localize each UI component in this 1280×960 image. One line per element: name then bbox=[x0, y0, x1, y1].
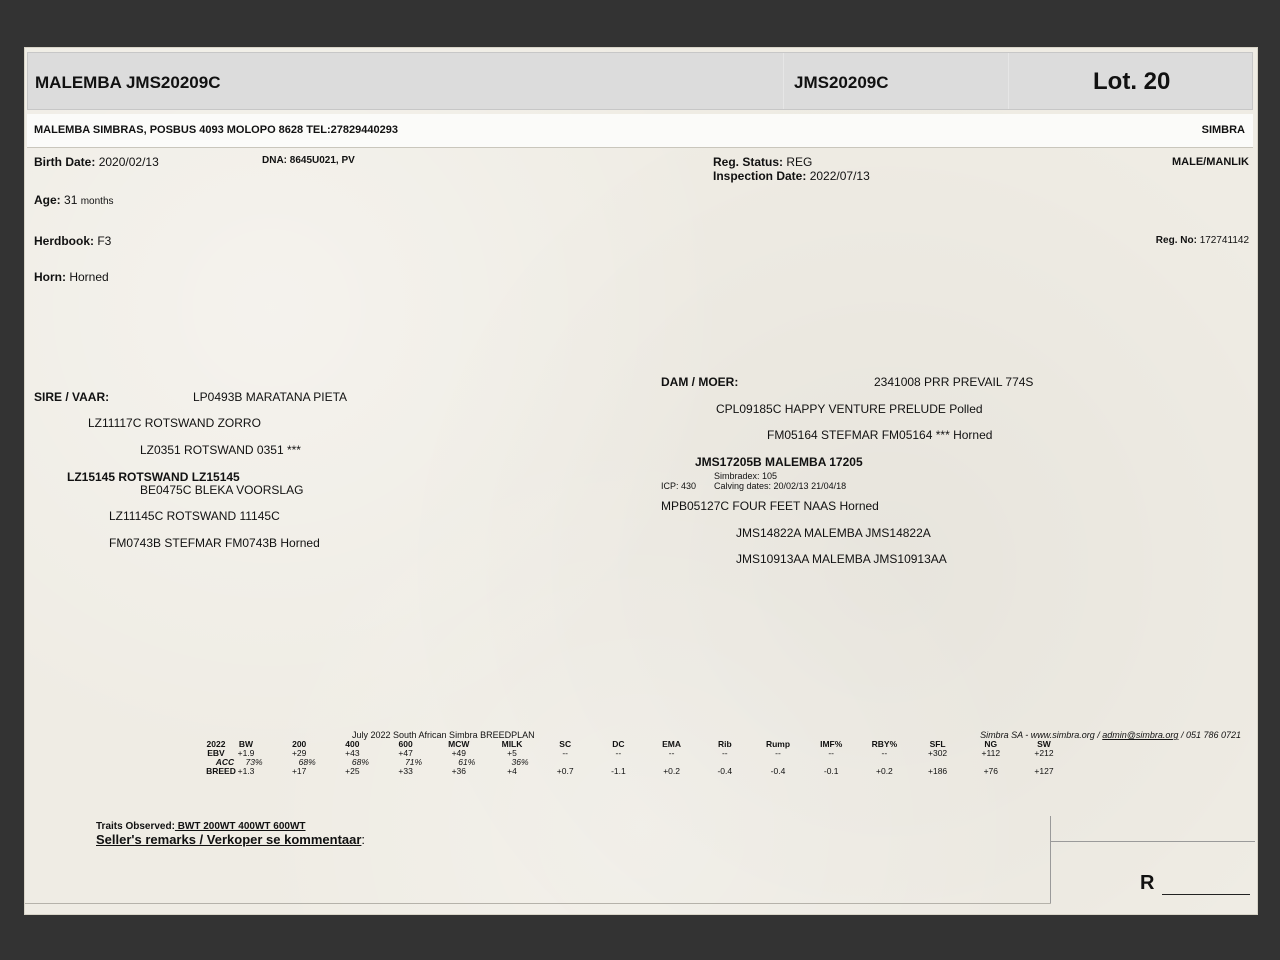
dam-sire-sire: FM05164 STEFMAR FM05164 *** Horned bbox=[767, 428, 993, 442]
ebv-h-sw: SW bbox=[1037, 739, 1051, 749]
sire-dam: LZ15145 ROTSWAND LZ15145 bbox=[67, 470, 240, 484]
dam-dam: MPB05127C FOUR FEET NAAS Horned bbox=[661, 499, 879, 513]
ebv-h-600: 600 bbox=[398, 739, 413, 749]
birth-date bbox=[34, 155, 159, 169]
ebv-breed-sw: +127 bbox=[1034, 766, 1054, 776]
source-suffix: / 051 786 0721 bbox=[1178, 730, 1241, 740]
owner-line: MALEMBA SIMBRAS, POSBUS 4093 MOLOPO 8628 TEL:27829440293 bbox=[34, 124, 398, 136]
ebv-breed-rump: -0.4 bbox=[770, 766, 786, 776]
ebv-h-imf: IMF% bbox=[820, 739, 843, 749]
price-box-left-border bbox=[1050, 816, 1051, 903]
herdbook-label: Herdbook: bbox=[34, 234, 94, 248]
reg-status bbox=[713, 155, 812, 169]
dam-sire: CPL09185C HAPPY VENTURE PRELUDE Polled bbox=[716, 402, 983, 416]
row-label-year: 2022 bbox=[206, 739, 226, 749]
dam-calving-dates: Calving dates: 20/02/13 21/04/18 bbox=[714, 481, 847, 491]
age-unit: months bbox=[80, 196, 114, 207]
header-name-cell bbox=[28, 53, 783, 109]
sire-sire-dam: BE0475C BLEKA VOORSLAG bbox=[140, 483, 304, 497]
ebv-breed-rby: +0.2 bbox=[876, 766, 893, 776]
ebv-h-rib: Rib bbox=[717, 739, 732, 749]
traits-label: Traits Observed: bbox=[96, 821, 175, 832]
ebv-acc-400: 68% bbox=[351, 757, 369, 767]
reg-no bbox=[1156, 235, 1249, 246]
ebv-h-milk: MILK bbox=[501, 739, 523, 749]
dam-dam-sire: JMS14822A MALEMBA JMS14822A bbox=[736, 526, 931, 540]
sire-label: SIRE / VAAR: bbox=[34, 390, 110, 404]
ebv-ebv-sc: -- bbox=[562, 748, 569, 758]
remarks-box-bottom-border bbox=[25, 903, 1051, 904]
ebv-ebv-mcw: +49 bbox=[451, 748, 466, 758]
sire-sire: LZ11117C ROTSWAND ZORRO bbox=[88, 416, 261, 430]
ebv-acc-200: 68% bbox=[298, 757, 316, 767]
source-prefix: Simbra SA - www.simbra.org / bbox=[980, 730, 1103, 740]
ebv-ebv-ema: -- bbox=[668, 748, 675, 758]
remarks-colon: : bbox=[361, 832, 366, 847]
reg-no-label: Reg. No: bbox=[1155, 235, 1197, 246]
ebv-ebv-600: +47 bbox=[398, 748, 413, 758]
sire-dam-sire: LZ11145C ROTSWAND 11145C bbox=[109, 509, 280, 523]
ebv-h-ema: EMA bbox=[662, 739, 682, 749]
animal-code: JMS20209C bbox=[794, 73, 889, 92]
lot-number: Lot. 20 bbox=[1093, 68, 1171, 95]
inspection-date bbox=[713, 169, 870, 183]
ebv-h-400: 400 bbox=[345, 739, 360, 749]
dam-top: 2341008 PRR PREVAIL 774S bbox=[874, 375, 1034, 389]
price-prefix: R bbox=[1140, 872, 1155, 894]
horn bbox=[34, 270, 109, 284]
ebv-ebv-ng: +112 bbox=[981, 748, 1001, 758]
age-label: Age: bbox=[34, 193, 61, 207]
traits-value: BWT 200WT 400WT 600WT bbox=[174, 821, 306, 832]
ebv-h-sc: SC bbox=[559, 739, 572, 749]
horn-value: Horned bbox=[69, 270, 109, 284]
remarks-label: Seller's remarks / Verkoper se kommentaar bbox=[96, 832, 362, 847]
ebv-ebv-dc: -- bbox=[615, 748, 622, 758]
age-value: 31 bbox=[64, 193, 78, 207]
ebv-breed-bw: +1.3 bbox=[237, 766, 255, 776]
source-email[interactable]: admin@simbra.org bbox=[1102, 730, 1179, 740]
ebv-breed-ema: +0.2 bbox=[663, 766, 680, 776]
ebv-h-rump: Rump bbox=[765, 739, 791, 749]
ebv-acc-bw: 73% bbox=[245, 757, 263, 767]
ebv-ebv-sfl: +302 bbox=[928, 748, 948, 758]
price-box-top-border bbox=[1050, 841, 1255, 842]
ebv-ebv-sw: +212 bbox=[1034, 748, 1054, 758]
sellers-remarks bbox=[96, 832, 365, 847]
ebv-ebv-rump: -- bbox=[775, 748, 781, 758]
row-label-acc: ACC bbox=[215, 757, 235, 767]
ebv-ebv-rby: -- bbox=[881, 748, 888, 758]
horn-label: Horn: bbox=[34, 270, 66, 284]
ebv-acc-milk: 36% bbox=[511, 757, 529, 767]
reg-status-label: Reg. Status: bbox=[713, 155, 784, 169]
ebv-breed-600: +33 bbox=[398, 766, 413, 776]
breedplan-source bbox=[980, 730, 1241, 740]
dam-name: JMS17205B MALEMBA 17205 bbox=[695, 455, 863, 469]
ebv-breed-200: +17 bbox=[291, 766, 307, 776]
ebv-breed-dc: -1.1 bbox=[611, 766, 626, 776]
ebv-h-rby: RBY% bbox=[871, 739, 898, 749]
ebv-ebv-imf: -- bbox=[828, 748, 835, 758]
ebv-breed-milk: +4 bbox=[507, 766, 517, 776]
header-lot-cell bbox=[1008, 53, 1254, 109]
ebv-ebv-400: +43 bbox=[345, 748, 360, 758]
reg-no-value: 172741142 bbox=[1199, 235, 1249, 246]
inspection-date-value: 2022/07/13 bbox=[809, 169, 870, 183]
header-code-cell bbox=[783, 53, 1009, 109]
sire-dam-dam: FM0743B STEFMAR FM0743B Horned bbox=[109, 536, 320, 550]
sire-name: LP0493B MARATANA PIETA bbox=[193, 390, 348, 404]
ebv-ebv-rib: -- bbox=[721, 748, 728, 758]
dam-icp: ICP: 430 bbox=[661, 481, 697, 491]
inspection-date-label: Inspection Date: bbox=[713, 169, 807, 183]
animal-name: MALEMBA JMS20209C bbox=[35, 73, 221, 92]
catalogue-sheet bbox=[24, 47, 1258, 915]
dam-simbradex: Simbradex: 105 bbox=[714, 471, 778, 481]
herdbook bbox=[34, 234, 111, 248]
birth-date-label: Birth Date: bbox=[34, 155, 96, 169]
ebv-breed-ng: +76 bbox=[983, 766, 998, 776]
ebv-breed-sfl: +186 bbox=[928, 766, 948, 776]
breedplan-title: July 2022 South African Simbra BREEDPLAN bbox=[352, 730, 535, 740]
row-label-ebv: EBV bbox=[207, 748, 225, 758]
herdbook-value: F3 bbox=[97, 234, 112, 248]
owner-bar bbox=[27, 114, 1253, 148]
age bbox=[34, 193, 114, 207]
ebv-breed-sc: +0.7 bbox=[556, 766, 574, 776]
ebv-h-mcw: MCW bbox=[448, 739, 470, 749]
row-label-breed: BREED bbox=[206, 766, 236, 776]
ebv-ebv-200: +29 bbox=[291, 748, 307, 758]
sex-label: MALE/MANLIK bbox=[1172, 156, 1249, 168]
sire-sire-sire: LZ0351 ROTSWAND 0351 *** bbox=[140, 443, 301, 457]
ebv-h-sfl: SFL bbox=[929, 739, 946, 749]
ebv-breed-400: +25 bbox=[345, 766, 360, 776]
price-blank-line[interactable] bbox=[1162, 876, 1250, 895]
ebv-breed-imf: -0.1 bbox=[823, 766, 839, 776]
traits-observed bbox=[96, 821, 306, 832]
breed-label: SIMBRA bbox=[1201, 124, 1245, 136]
ebv-h-ng: NG bbox=[984, 739, 998, 749]
ebv-h-bw: BW bbox=[238, 739, 254, 749]
dna-info: DNA: 8645U021, PV bbox=[262, 155, 355, 166]
ebv-ebv-bw: +1.9 bbox=[237, 748, 255, 758]
ebv-h-200: 200 bbox=[292, 739, 307, 749]
dam-label: DAM / MOER: bbox=[661, 375, 739, 389]
ebv-acc-mcw: 61% bbox=[458, 757, 476, 767]
ebv-breed-mcw: +36 bbox=[451, 766, 466, 776]
ebv-acc-600: 71% bbox=[405, 757, 423, 767]
ebv-ebv-milk: +5 bbox=[507, 748, 517, 758]
ebv-breed-rib: -0.4 bbox=[717, 766, 733, 776]
price-field[interactable] bbox=[1140, 872, 1250, 895]
birth-date-value: 2020/02/13 bbox=[98, 155, 159, 169]
reg-status-value: REG bbox=[786, 155, 813, 169]
dam-dam-dam: JMS10913AA MALEMBA JMS10913AA bbox=[736, 552, 947, 566]
header-bar bbox=[27, 52, 1253, 110]
ebv-h-dc: DC bbox=[612, 739, 625, 749]
